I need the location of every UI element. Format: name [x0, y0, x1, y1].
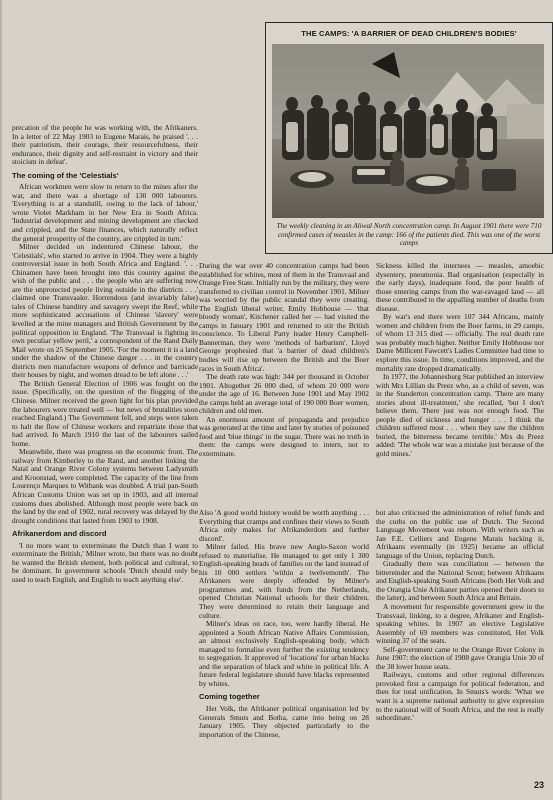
section-heading: Afrikanerdom and discord — [12, 529, 107, 539]
column-middle-lower — [199, 509, 369, 739]
column-left — [12, 124, 198, 584]
figure-box — [265, 22, 553, 254]
paragraph: During the war over 40 concentration camps had been established for whites, most of them in the Transvaal and Orange Free State. Initially run by the military, they were transferred to civilian control in November 1901. Milner was worried by the public scandal they were creating. The English liberal writer, Emily Hobhouse — 'that bloody woman', Kitchener called her — had visited the camps in January 1901 and returned to stir the British conscience. To Liberal Party leader Henry Campbell-Bannerman, they were 'methods of barbarism'. Lloyd George prophesied that 'a barrier of dead children's bodies will rise up between the British and the Boer races in South Africa'. — [199, 261, 369, 373]
paragraph: precation of the people he was working with, the Afrikaners. In a letter of 22 May 1903 to Eugene Marais, he praised '. . . their patriotism, their courage, their resourcefulness, their endurance, their dignity and self-restraint in victory and their stoicism in defeat'. — [12, 123, 198, 167]
paragraph: A movement for responsible government grew in the Transvaal, linking, to a degree, Afrikaner and English-speaking whites. In 1907 an elective Legislative Assembly of 69 members was constituted, Het Volk winning 37 of the seats. — [376, 602, 544, 646]
section-heading: The coming of the 'Celestials' — [12, 170, 119, 180]
page-edge-shadow — [0, 0, 2, 800]
figure-title: THE CAMPS: 'A BARRIER OF DEAD CHILDREN'S BODIES' — [301, 29, 517, 38]
paragraph: In 1977, the Johannesburg Star published an interview with Mrs Lillian du Preez who, as a child of seven, was in the Standerton concentration camp. 'There are many stories about ill-treatment,' she recalled, 'but I don't believe them. There just was not enough food. The people died of sickness and hunger . . . I think the children suffered most . . . when they saw the children buried, the bitterness became terrible.' Mrs du Preez added: 'The whole war was a mistake just because of the gold mines.' — [376, 372, 544, 459]
column-middle — [199, 262, 369, 459]
section-heading: Coming together — [199, 692, 260, 702]
paragraph: Also 'A good world history would be worth anything . . . Everything that cramps and confines their views to South Africa only makes for Afrikanderdom and further discord'. — [199, 508, 369, 543]
paragraph: Gradually there was conciliation — between the bittereinder and the National Scout; between Afrikaans and English-speaking South Africans (both Het Volk and the Orangia Unie Afrikaner parties opened their doors to the latter), and between South Africa and Britain. — [376, 559, 544, 603]
figure-caption: The weekly cleaning in an Aliwal North concentration camp. In August 1901 there were 710 confirmed cases of measles in the camp: 166 of the patients died. This was one of the worst camps — [276, 222, 542, 247]
paragraph: The British General Election of 1906 was fought on the issue. (Specifically, on the question of the flogging of the Chinese. Milner received the green light for his plan provided the labourers were treated well — but news of brutalities soon reached England.) The Government fell, and steps were taken to halt the flow of Chinese workers and repatriate those that had arrived. In March 1910 the last of the labourers sailed home. — [12, 378, 198, 448]
paragraph: The death rate was high: 344 per thousand in October 1901. Altogether 26 000 died, of whom 20 000 were under the age of 16. Between June 1901 and May 1902 the camps held an average total of 190 000 Boer women, children and old men. — [199, 372, 369, 416]
paragraph: but also criticised the administration of relief funds and the curbs on the public use of Dutch. The Second Language Movement was reborn. With writers such as Jan F.E. Celliers and Eugene Marais backing it, Afrikaans eventually (in 1925) became an official language of the Union, replacing Dutch. — [376, 508, 544, 560]
column-right — [376, 262, 544, 459]
paragraph: Railways, customs and other regional differences provoked first a campaign for political federation, and then for total unification. In Smuts's words: 'What we want is a supreme national authority to give expression to the national will of South Africa, and the rest is really subordinate.' — [376, 670, 544, 723]
paragraph: An enormous amount of propaganda and prejudice was generated at the time and later by stories of poisoned food and 'blue things' in the sugar. There was no truth in them: the camps were designed to intern, not to exterminate. — [199, 414, 369, 459]
page-number: 23 — [534, 780, 545, 790]
paragraph: Milner failed. His brave new Anglo-Saxon world refused to materialise. He managed to get only 1 300 English-speaking heads of families on the land instead of his 10 000 settlers 'within a twelvemonth'. The Afrikaners were deeply offended by Milner's programmes and, with funds from the Netherlands, opened Christian National schools for their children. They were determined to retain their language and culture. — [199, 542, 369, 620]
paragraph: African workmen were slow to return to the mines after the war, and there was a shortage of 130 000 labourers. 'Everything is at a standstill, owing to the lack of labour,' wrote Violet Markham in her New Era in South Africa. 'Industrial development and mining development are checked and crippled, and the State finances, which naturally reflect the general prosperity of the country, are crippled in turn.' — [12, 182, 198, 243]
photo-illustration — [272, 44, 544, 218]
paragraph: Milner's ideas on race, too, were hardly liberal. He appointed a South African Native Affairs Commission, an almost exclusively English-speaking body, which managed to formalise even further the existing tendency to segregation. It approved of 'locations' for urban blacks and the separation of black and white in political life. A future federal legislature should have blacks represented by whites. — [199, 619, 369, 688]
concentration-camp-photo — [272, 44, 544, 218]
column-right-lower — [376, 509, 544, 723]
paragraph: 'I no more want to exterminate the Dutch than I want to exterminate the British,' Milner wrote, but there was no doubt he wanted the British element, both political and cultural, to be dominant. In government schools 'Dutch should only be used to teach English, and English to teach anything else'. — [12, 540, 198, 584]
paragraph: Milner decided on indentured Chinese labour, the 'Celestials', who started to arrive in 1904. They were a highly controversial issue in both South Africa and England. '. . . Chinamen have been brought into this country against the wish of the public and . . . the people who are suffering now are the unprotected people living outside in the districts . . .' claimed one Transvaaler. Horrendous (and invariably false) tales of Chinese banditry and savagery swept the Reef, while more sophisticated accusations of Chinese 'slavery' were levelled at the mine managers and British Government by the political opposition in England. 'The Transvaal is fighting its own peculiar yellow peril,' a correspondent of the Rand Daily Mail wrote on 25 September 1905. 'For the moment it is a land under the shadow of the Chinese danger . . . in the country districts men manufacture weapons of defence and barricade their houses by night, and women dread to be left alone . . .' — [12, 242, 198, 380]
paragraph: By war's end there were 107 344 Africans, mainly women and children from the Boer farms, in 29 camps, of whom 13 315 died — officially. The real death rate was probably much higher. Neither Emily Hobhouse nor Dame Millicent Fawcett's Ladies Committee had time to explore this issue. In time, conditions improved, and the mortality rate dropped dramatically. — [376, 312, 544, 373]
paragraph: Meanwhile, there was progress on the economic front. The railway from Kimberley to the Rand, and another linking the Natal and Orange River Colony systems between Ladysmith and Kroonstad, were completed. The capacity of the line from Lourenço Marques to Witbank was doubled. A trial pan-South African Customs Union was set up in 1903, and all internal customs dues abolished. Although most people were back on the land by the end of 1902, rural recovery was delayed by the drought conditions that lasted from 1903 to 1908. — [12, 447, 198, 525]
paragraph: Sickness killed the internees — measles, amoebic dysentery, pneumonia. Bad organisation (especially in the early days), inadequate food, the poor health of those entering camps from the war-ravaged land — all these contributed to the appalling number of deaths from disease. — [376, 261, 544, 313]
paragraph: Het Volk, the Afrikaner political organisation led by Generals Smuts and Botha, came into being on 28 January 1905. They objected particularly to the importation of the Chinese, — [199, 704, 369, 739]
paragraph: Self-government came to the Orange River Colony in June 1907: the election of 1908 gave Orangia Unie 30 of the 38 lower house seats. — [376, 644, 544, 671]
